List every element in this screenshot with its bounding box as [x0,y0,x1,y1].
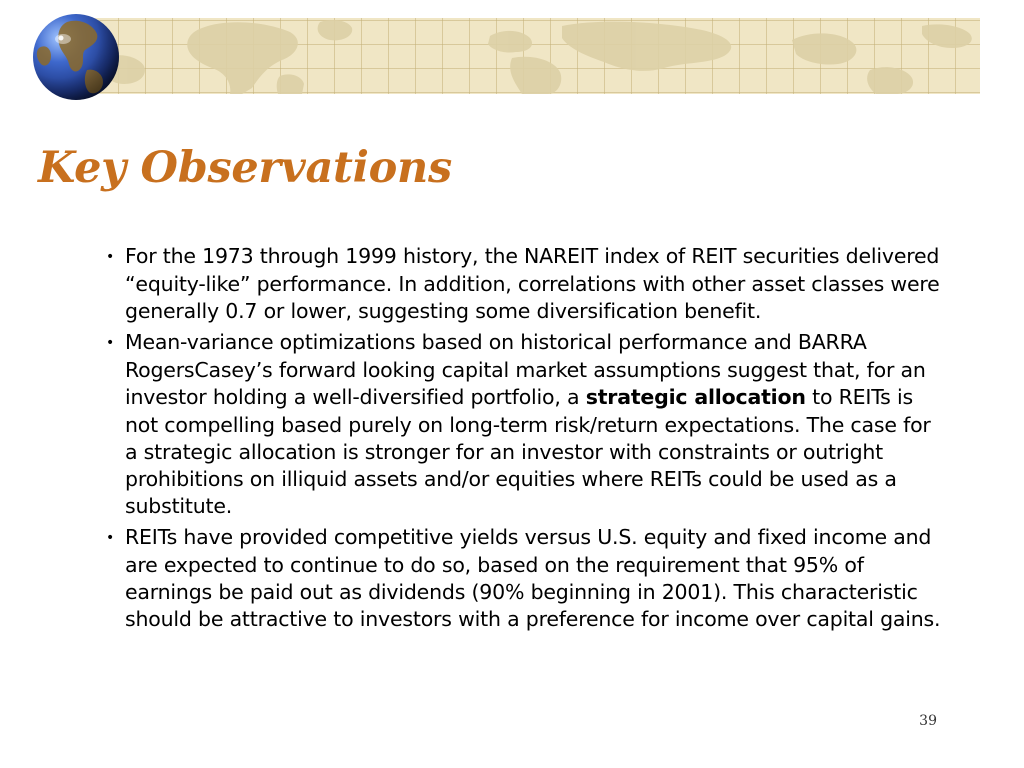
world-map-banner [92,18,980,94]
slide-title: Key Observations [38,143,452,193]
bullet-icon: • [106,529,115,546]
list-item [89,243,941,325]
bullet-icon: • [106,335,115,352]
emphasized-term: strategic allocation [585,385,806,410]
observation-list [89,243,941,637]
list-item-text: For the 1973 through 1999 history, the NAREIT index of REIT securities delivered “equity-like” performance. In addition, correlations with other asset classes were generally 0.7 or lower, suggesting some diversification benefit. [125,244,940,324]
bullet-icon: • [106,249,115,265]
list-item-text: REITs have provided competitive yields versus U.S. equity and fixed income and are expected to continue to do so, based on the requirement that 95% of earnings be paid out as dividends (90% beginning in 2001). This characteristic should be attractive to investors with a preference for income over capital gains. [125,524,941,632]
globe-icon [31,12,121,102]
list-item-text: to REITs is not compelling based purely on long-term risk/return expectations. The case for a strategic allocation is stronger for an investor with constraints or outright prohibitions on illiquid assets and/or equities where REITs could be used as a substitute. [125,385,931,518]
page-number: 39 [919,713,937,729]
list-item [89,329,941,520]
world-map-graphic [92,18,980,94]
list-item [89,524,941,633]
list-item-text: Mean-variance optimizations based on historical performance and BARRA RogersCasey’s forward looking capital market assumptions suggest that, for an investor holding a well-diversified portfolio, a [125,330,926,410]
